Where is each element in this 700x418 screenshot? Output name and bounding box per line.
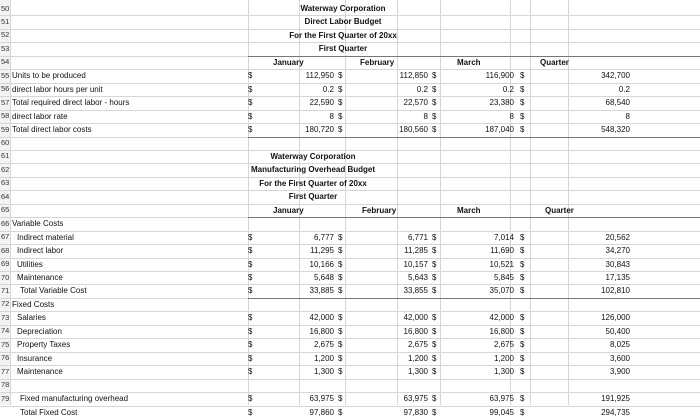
budget1-title-period[interactable]: For the First Quarter of 20xx xyxy=(289,30,397,40)
row-number[interactable]: 62 xyxy=(1,164,10,174)
variable-cell-quarter[interactable]: 30,843 xyxy=(605,259,630,269)
currency-symbol[interactable]: $ xyxy=(432,84,437,94)
grid-row-line xyxy=(0,338,700,339)
currency-symbol[interactable]: $ xyxy=(520,340,525,350)
row-number[interactable]: 67 xyxy=(1,232,10,242)
budget1-col-february[interactable]: February xyxy=(360,57,395,67)
budget1-cell-march[interactable]: 8 xyxy=(509,111,514,121)
fixed-cell-march[interactable]: 42,000 xyxy=(489,313,514,323)
currency-symbol[interactable]: $ xyxy=(520,394,525,404)
variable-row-label[interactable]: Indirect material xyxy=(17,232,74,242)
currency-symbol[interactable]: $ xyxy=(520,353,525,363)
currency-symbol[interactable]: $ xyxy=(248,273,253,282)
grid-row-line xyxy=(0,96,700,97)
currency-symbol[interactable]: $ xyxy=(338,367,343,377)
budget1-cell-quarter[interactable]: 342,700 xyxy=(601,71,630,81)
budget1-title-quarter[interactable]: First Quarter xyxy=(318,44,368,54)
currency-symbol[interactable]: $ xyxy=(432,353,437,363)
grid-row-line xyxy=(0,379,700,380)
currency-symbol[interactable]: $ xyxy=(520,313,525,323)
currency-symbol[interactable]: $ xyxy=(432,111,437,121)
currency-symbol[interactable]: $ xyxy=(248,326,253,336)
budget1-cell-march[interactable]: 187,040 xyxy=(485,125,514,135)
grid-row-line xyxy=(0,231,700,232)
row-number[interactable]: 71 xyxy=(1,285,10,295)
fixed-cell-quarter[interactable]: 294,735 xyxy=(601,407,630,417)
variable-row-label[interactable]: Indirect labor xyxy=(17,246,64,256)
row-number[interactable]: 51 xyxy=(1,16,10,26)
fixed-cell-january[interactable]: 1,300 xyxy=(313,367,334,377)
fixed-cell-march[interactable]: 63,975 xyxy=(489,394,514,404)
currency-symbol[interactable]: $ xyxy=(432,125,437,135)
grid-row-line xyxy=(0,258,700,259)
currency-symbol[interactable]: $ xyxy=(248,367,253,377)
fixed-cell-february[interactable]: 16,800 xyxy=(403,326,428,336)
variable-cell-february[interactable]: 11,285 xyxy=(404,246,428,256)
currency-symbol[interactable]: $ xyxy=(338,125,343,135)
currency-symbol[interactable]: $ xyxy=(338,326,343,336)
fixed-row-label[interactable]: Total Fixed Cost xyxy=(20,407,78,417)
budget1-col-january[interactable]: January xyxy=(273,57,304,67)
currency-symbol[interactable]: $ xyxy=(520,367,525,377)
fixed-costs-header[interactable]: Fixed Costs xyxy=(12,299,55,309)
currency-symbol[interactable]: $ xyxy=(432,394,437,404)
row-number[interactable]: 74 xyxy=(1,326,10,336)
budget1-cell-march[interactable]: 116,900 xyxy=(485,71,514,81)
budget2-title-name[interactable]: Manufacturing Overhead Budget xyxy=(250,165,375,175)
currency-symbol[interactable]: $ xyxy=(338,98,343,108)
grid-row-line xyxy=(0,177,700,178)
row-number[interactable]: 76 xyxy=(1,353,10,363)
fixed-row-label[interactable]: Property Taxes xyxy=(17,340,71,350)
variable-cell-march[interactable]: 5,845 xyxy=(493,273,514,282)
table-rule xyxy=(248,217,700,218)
currency-symbol[interactable]: $ xyxy=(248,232,253,242)
fixed-cell-march[interactable]: 1,200 xyxy=(493,353,514,363)
row-number[interactable]: 79 xyxy=(1,393,10,403)
budget1-cell-march[interactable]: 0.2 xyxy=(502,84,514,94)
currency-symbol[interactable]: $ xyxy=(520,407,525,417)
budget1-cell-january[interactable]: 0.2 xyxy=(322,84,334,94)
budget1-cell-quarter[interactable]: 68,540 xyxy=(605,98,630,108)
variable-cell-february[interactable]: 10,157 xyxy=(403,259,428,269)
fixed-cell-january[interactable]: 63,975 xyxy=(309,394,334,404)
table-rule xyxy=(248,56,700,57)
fixed-cell-february[interactable]: 2,675 xyxy=(407,340,428,350)
grid-row-line xyxy=(0,15,700,16)
budget1-cell-january[interactable]: 112,950 xyxy=(305,71,334,81)
row-number[interactable]: 69 xyxy=(1,259,10,269)
fixed-row-label[interactable]: Insurance xyxy=(17,353,53,363)
currency-symbol[interactable]: $ xyxy=(248,98,253,108)
currency-symbol[interactable]: $ xyxy=(432,326,437,336)
row-number[interactable]: 77 xyxy=(1,366,10,376)
row-number[interactable]: 60 xyxy=(1,138,10,147)
currency-symbol[interactable]: $ xyxy=(338,394,343,404)
grid-row-line xyxy=(0,83,700,84)
variable-row-label[interactable]: Total Variable Cost xyxy=(20,286,87,296)
fixed-row-label[interactable]: Fixed manufacturing overhead xyxy=(20,394,129,404)
budget1-col-quarter[interactable]: Quarter xyxy=(540,57,569,67)
budget1-row-label[interactable]: direct labor rate xyxy=(12,111,68,121)
currency-symbol[interactable]: $ xyxy=(520,273,525,282)
budget1-cell-february[interactable]: 8 xyxy=(423,111,428,121)
fixed-cell-january[interactable]: 42,000 xyxy=(309,313,334,323)
fixed-row-label[interactable]: Maintenance xyxy=(17,367,63,377)
currency-symbol[interactable]: $ xyxy=(338,273,343,282)
currency-symbol[interactable]: $ xyxy=(432,273,437,282)
currency-symbol[interactable]: $ xyxy=(338,232,343,242)
variable-cell-quarter[interactable]: 17,135 xyxy=(605,273,630,282)
fixed-cell-quarter[interactable]: 8,025 xyxy=(609,340,630,350)
variable-cell-quarter[interactable]: 20,562 xyxy=(605,232,630,242)
budget1-row-label[interactable]: Units to be produced xyxy=(12,71,86,81)
budget1-title-company[interactable]: Waterway Corporation xyxy=(300,4,386,13)
currency-symbol[interactable]: $ xyxy=(520,259,525,269)
budget1-cell-quarter[interactable]: 0.2 xyxy=(618,84,630,94)
currency-symbol[interactable]: $ xyxy=(520,71,525,81)
fixed-cell-february[interactable]: 1,200 xyxy=(407,353,428,363)
budget2-col-march[interactable]: March xyxy=(457,205,481,215)
variable-cell-march[interactable]: 10,521 xyxy=(489,259,514,269)
fixed-cell-march[interactable]: 16,800 xyxy=(489,326,514,336)
grid-row-line xyxy=(0,406,700,407)
fixed-cell-january[interactable]: 97,860 xyxy=(309,407,334,417)
variable-cell-february[interactable]: 33,855 xyxy=(403,286,428,296)
currency-symbol[interactable]: $ xyxy=(520,111,525,121)
row-number[interactable]: 61 xyxy=(1,151,10,161)
row-number[interactable]: 75 xyxy=(1,339,10,349)
variable-cell-january[interactable]: 6,777 xyxy=(313,232,334,242)
currency-symbol[interactable]: $ xyxy=(520,98,525,108)
budget1-cell-quarter[interactable]: 8 xyxy=(625,111,630,121)
grid-row-line xyxy=(0,325,700,326)
currency-symbol[interactable]: $ xyxy=(432,232,437,242)
budget1-col-march[interactable]: March xyxy=(457,57,481,67)
budget1-row-label[interactable]: Total required direct labor - hours xyxy=(12,98,130,108)
fixed-cell-february[interactable]: 63,975 xyxy=(403,394,428,404)
variable-cell-january[interactable]: 5,648 xyxy=(313,273,334,282)
currency-symbol[interactable]: $ xyxy=(338,286,343,296)
fixed-cell-quarter[interactable]: 50,400 xyxy=(605,326,630,336)
budget2-col-quarter[interactable]: Quarter xyxy=(545,205,574,215)
variable-cell-january[interactable]: 10,166 xyxy=(309,259,334,269)
currency-symbol[interactable]: $ xyxy=(248,111,253,121)
row-number[interactable]: 54 xyxy=(1,57,10,67)
fixed-cell-march[interactable]: 1,300 xyxy=(493,367,514,377)
currency-symbol[interactable]: $ xyxy=(520,286,525,296)
row-number[interactable]: 64 xyxy=(1,191,10,201)
row-number[interactable]: 63 xyxy=(1,178,10,188)
currency-symbol[interactable]: $ xyxy=(338,246,343,256)
currency-symbol[interactable]: $ xyxy=(248,259,253,269)
budget1-cell-january[interactable]: 180,720 xyxy=(305,125,334,135)
grid-row-line xyxy=(0,190,700,191)
currency-symbol[interactable]: $ xyxy=(432,407,437,417)
variable-cell-february[interactable]: 5,643 xyxy=(407,273,428,282)
row-number[interactable]: 50 xyxy=(1,3,10,13)
variable-cell-march[interactable]: 7,014 xyxy=(493,232,514,242)
table-rule xyxy=(248,298,700,299)
fixed-cell-february[interactable]: 97,830 xyxy=(403,407,428,417)
grid-row-line xyxy=(0,365,700,366)
variable-cell-january[interactable]: 33,885 xyxy=(309,286,334,296)
variable-cell-quarter[interactable]: 34,270 xyxy=(605,246,630,256)
currency-symbol[interactable]: $ xyxy=(432,340,437,350)
currency-symbol[interactable]: $ xyxy=(248,353,253,363)
budget1-cell-february[interactable]: 112,850 xyxy=(399,71,428,81)
currency-symbol[interactable]: $ xyxy=(338,84,343,94)
budget2-col-february[interactable]: February xyxy=(362,205,397,215)
currency-symbol[interactable]: $ xyxy=(432,367,437,377)
row-number[interactable]: 72 xyxy=(1,299,10,309)
currency-symbol[interactable]: $ xyxy=(248,394,253,404)
row-number[interactable]: 53 xyxy=(1,43,10,53)
currency-symbol[interactable]: $ xyxy=(338,353,343,363)
row-number[interactable]: 52 xyxy=(1,30,10,40)
grid-row-line xyxy=(0,392,700,393)
grid-row-line xyxy=(0,163,700,164)
variable-row-label[interactable]: Utilities xyxy=(17,259,43,269)
row-number[interactable]: 55 xyxy=(1,70,10,80)
grid-row-line xyxy=(0,42,700,43)
row-number[interactable]: 57 xyxy=(1,97,10,107)
fixed-cell-february[interactable]: 42,000 xyxy=(403,313,428,323)
budget1-cell-quarter[interactable]: 548,320 xyxy=(601,125,630,135)
budget1-cell-january[interactable]: 22,590 xyxy=(309,98,334,108)
budget1-cell-february[interactable]: 0.2 xyxy=(416,84,428,94)
row-number[interactable]: 56 xyxy=(1,84,10,94)
fixed-cell-quarter[interactable]: 191,925 xyxy=(601,394,630,404)
budget1-title-name[interactable]: Direct Labor Budget xyxy=(304,17,382,27)
fixed-cell-march[interactable]: 99,045 xyxy=(489,407,514,417)
currency-symbol[interactable]: $ xyxy=(432,71,437,81)
budget1-row-label[interactable]: direct labor hours per unit xyxy=(12,84,103,94)
row-number[interactable]: 73 xyxy=(1,312,10,322)
currency-symbol[interactable]: $ xyxy=(338,313,343,323)
fixed-cell-quarter[interactable]: 3,900 xyxy=(609,367,630,377)
fixed-cell-january[interactable]: 1,200 xyxy=(313,353,334,363)
budget1-cell-february[interactable]: 22,570 xyxy=(403,98,428,108)
currency-symbol[interactable]: $ xyxy=(338,407,343,417)
row-number[interactable]: 78 xyxy=(1,380,10,390)
budget2-title-quarter[interactable]: First Quarter xyxy=(288,192,338,202)
budget1-cell-march[interactable]: 23,380 xyxy=(489,98,514,108)
grid-row-line xyxy=(0,284,700,285)
budget1-cell-january[interactable]: 8 xyxy=(329,111,334,121)
currency-symbol[interactable]: $ xyxy=(338,259,343,269)
table-rule xyxy=(248,137,700,138)
budget2-title-period[interactable]: For the First Quarter of 20xx xyxy=(259,178,367,188)
fixed-cell-quarter[interactable]: 3,600 xyxy=(609,353,630,363)
variable-cell-march[interactable]: 11,690 xyxy=(490,246,514,256)
budget2-title-company[interactable]: Waterway Corporation xyxy=(270,151,356,161)
budget2-col-january[interactable]: January xyxy=(273,205,304,215)
fixed-cell-quarter[interactable]: 126,000 xyxy=(601,313,630,323)
currency-symbol[interactable]: $ xyxy=(248,246,253,256)
grid-row-line xyxy=(0,123,700,124)
row-number[interactable]: 59 xyxy=(1,124,10,134)
variable-row-label[interactable]: Maintenance xyxy=(17,273,63,282)
grid-row-line xyxy=(0,244,700,245)
currency-symbol[interactable]: $ xyxy=(520,232,525,242)
grid-row-line xyxy=(0,271,700,272)
currency-symbol[interactable]: $ xyxy=(520,326,525,336)
grid-row-line xyxy=(0,29,700,30)
currency-symbol[interactable]: $ xyxy=(248,286,253,296)
currency-symbol[interactable]: $ xyxy=(248,71,253,81)
row-number[interactable]: 58 xyxy=(1,111,10,121)
grid-row-line xyxy=(0,69,700,70)
currency-symbol[interactable]: $ xyxy=(432,313,437,323)
currency-symbol[interactable]: $ xyxy=(432,259,437,269)
budget1-row-label[interactable]: Total direct labor costs xyxy=(12,125,92,135)
variable-cell-march[interactable]: 35,070 xyxy=(489,286,514,296)
currency-symbol[interactable]: $ xyxy=(520,125,525,135)
currency-symbol[interactable]: $ xyxy=(432,246,437,256)
currency-symbol[interactable]: $ xyxy=(338,340,343,350)
currency-symbol[interactable]: $ xyxy=(248,84,253,94)
grid-row-line xyxy=(0,352,700,353)
fixed-row-label[interactable]: Salaries xyxy=(17,313,46,323)
fixed-row-label[interactable]: Depreciation xyxy=(17,326,62,336)
grid-row-line xyxy=(0,110,700,111)
variable-cell-february[interactable]: 6,771 xyxy=(407,232,428,242)
grid-row-line xyxy=(0,150,700,151)
fixed-cell-march[interactable]: 2,675 xyxy=(493,340,514,350)
row-number[interactable]: 70 xyxy=(1,272,10,282)
grid-row-line xyxy=(0,311,700,312)
row-number[interactable]: 65 xyxy=(1,205,10,215)
currency-symbol[interactable]: $ xyxy=(338,71,343,81)
variable-cell-quarter[interactable]: 102,810 xyxy=(601,286,630,296)
currency-symbol[interactable]: $ xyxy=(432,98,437,108)
currency-symbol[interactable]: $ xyxy=(432,286,437,296)
fixed-cell-january[interactable]: 2,675 xyxy=(313,340,334,350)
currency-symbol[interactable]: $ xyxy=(520,246,525,256)
fixed-cell-january[interactable]: 16,800 xyxy=(309,326,334,336)
fixed-cell-february[interactable]: 1,300 xyxy=(407,367,428,377)
currency-symbol[interactable]: $ xyxy=(248,313,253,323)
currency-symbol[interactable]: $ xyxy=(248,340,253,350)
currency-symbol[interactable]: $ xyxy=(338,111,343,121)
grid-row-line xyxy=(0,204,700,205)
currency-symbol[interactable]: $ xyxy=(248,125,253,135)
row-number[interactable]: 68 xyxy=(1,245,10,255)
row-number[interactable]: 66 xyxy=(1,218,10,228)
variable-costs-header[interactable]: Variable Costs xyxy=(12,219,64,229)
budget1-cell-february[interactable]: 180,560 xyxy=(399,125,428,135)
currency-symbol[interactable]: $ xyxy=(248,407,253,417)
variable-cell-january[interactable]: 11,295 xyxy=(310,246,334,256)
currency-symbol[interactable]: $ xyxy=(520,84,525,94)
